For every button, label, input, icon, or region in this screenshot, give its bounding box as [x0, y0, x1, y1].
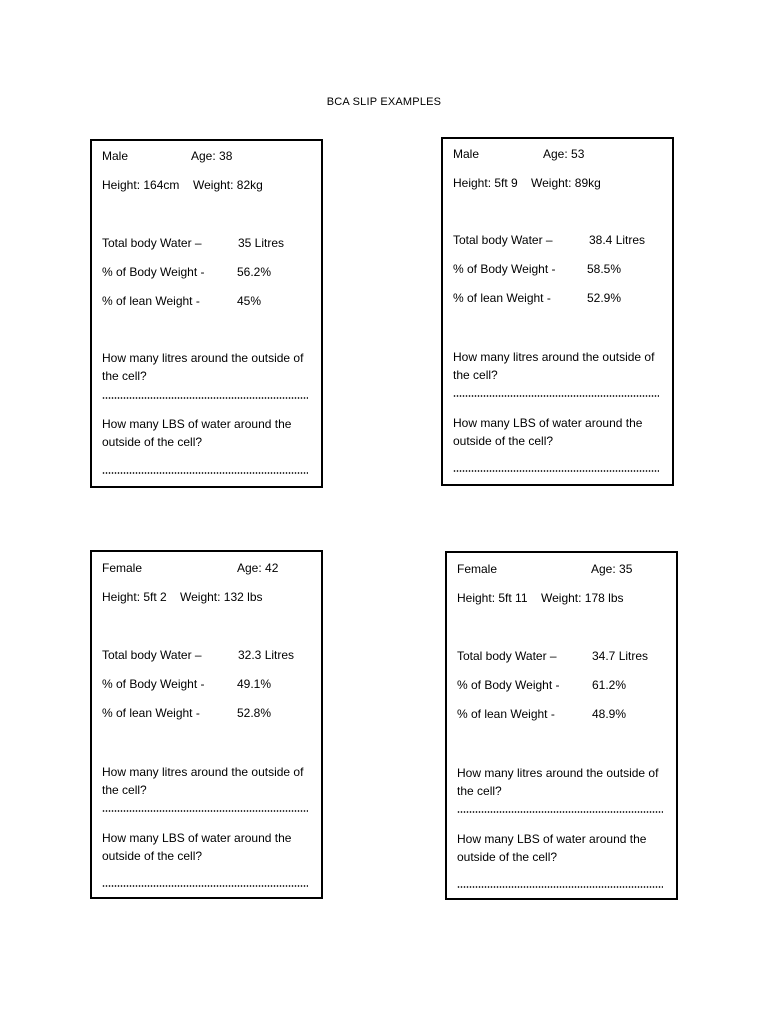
answer-line	[102, 396, 308, 400]
height-label: Height: 5ft 9	[453, 176, 518, 190]
weight-label: Weight: 132 lbs	[180, 590, 263, 604]
bca-slip	[90, 550, 323, 899]
bca-slip	[90, 139, 323, 488]
lean-weight-label: % of lean Weight -	[102, 294, 200, 308]
bca-slip	[445, 551, 678, 900]
body-weight-label: % of Body Weight -	[453, 262, 556, 276]
age-label: Age: 38	[191, 149, 233, 163]
height-label: Height: 5ft 11	[457, 591, 528, 605]
litres-question: How many litres around the outside of the cell?	[453, 350, 655, 382]
body-weight-value: 49.1%	[237, 677, 272, 691]
litres-question: How many litres around the outside of the cell?	[102, 765, 304, 797]
sex-label: Male	[102, 149, 129, 163]
answer-line	[457, 885, 663, 889]
lbs-question: How many LBS of water around the outside of the cell?	[453, 416, 643, 448]
lbs-question: How many LBS of water around the outside of the cell?	[102, 831, 292, 863]
age-label: Age: 42	[237, 561, 279, 575]
total-body-water-value: 35 Litres	[238, 236, 285, 250]
body-weight-label: % of Body Weight -	[102, 677, 205, 691]
sex-label: Female	[457, 562, 498, 576]
lean-weight-label: % of lean Weight -	[453, 291, 551, 305]
body-weight-value: 61.2%	[592, 678, 627, 692]
height-label: Height: 5ft 2	[102, 590, 167, 604]
age-label: Age: 35	[591, 562, 633, 576]
total-body-water-value: 32.3 Litres	[238, 648, 295, 662]
total-body-water-label: Total body Water –	[102, 236, 202, 250]
body-weight-value: 58.5%	[587, 262, 622, 276]
litres-question: How many litres around the outside of the cell?	[457, 766, 659, 798]
lean-weight-label: % of lean Weight -	[102, 706, 200, 720]
body-weight-label: % of Body Weight -	[457, 678, 560, 692]
answer-line	[457, 810, 663, 814]
answer-line	[102, 471, 308, 475]
total-body-water-value: 34.7 Litres	[592, 649, 649, 663]
lean-weight-label: % of lean Weight -	[457, 707, 555, 721]
sex-label: Female	[102, 561, 143, 575]
lean-weight-value: 52.9%	[587, 291, 622, 305]
weight-label: Weight: 178 lbs	[541, 591, 624, 605]
total-body-water-label: Total body Water –	[453, 233, 553, 247]
lean-weight-value: 52.8%	[237, 706, 272, 720]
body-weight-label: % of Body Weight -	[102, 265, 205, 279]
answer-line	[453, 394, 659, 398]
answer-line	[453, 469, 659, 473]
total-body-water-label: Total body Water –	[457, 649, 557, 663]
height-label: Height: 164cm	[102, 178, 180, 192]
page-title: BCA SLIP EXAMPLES	[326, 96, 442, 108]
answer-line	[102, 809, 308, 813]
lean-weight-value: 45%	[237, 294, 262, 308]
weight-label: Weight: 89kg	[531, 176, 601, 190]
total-body-water-value: 38.4 Litres	[589, 233, 646, 247]
lean-weight-value: 48.9%	[592, 707, 627, 721]
answer-line	[102, 884, 308, 888]
litres-question: How many litres around the outside of the cell?	[102, 351, 304, 383]
sex-label: Male	[453, 147, 480, 161]
lbs-question: How many LBS of water around the outside of the cell?	[102, 417, 292, 449]
body-weight-value: 56.2%	[237, 265, 272, 279]
total-body-water-label: Total body Water –	[102, 648, 202, 662]
lbs-question: How many LBS of water around the outside of the cell?	[457, 832, 647, 864]
age-label: Age: 53	[543, 147, 585, 161]
bca-slip	[441, 137, 674, 486]
weight-label: Weight: 82kg	[193, 178, 263, 192]
